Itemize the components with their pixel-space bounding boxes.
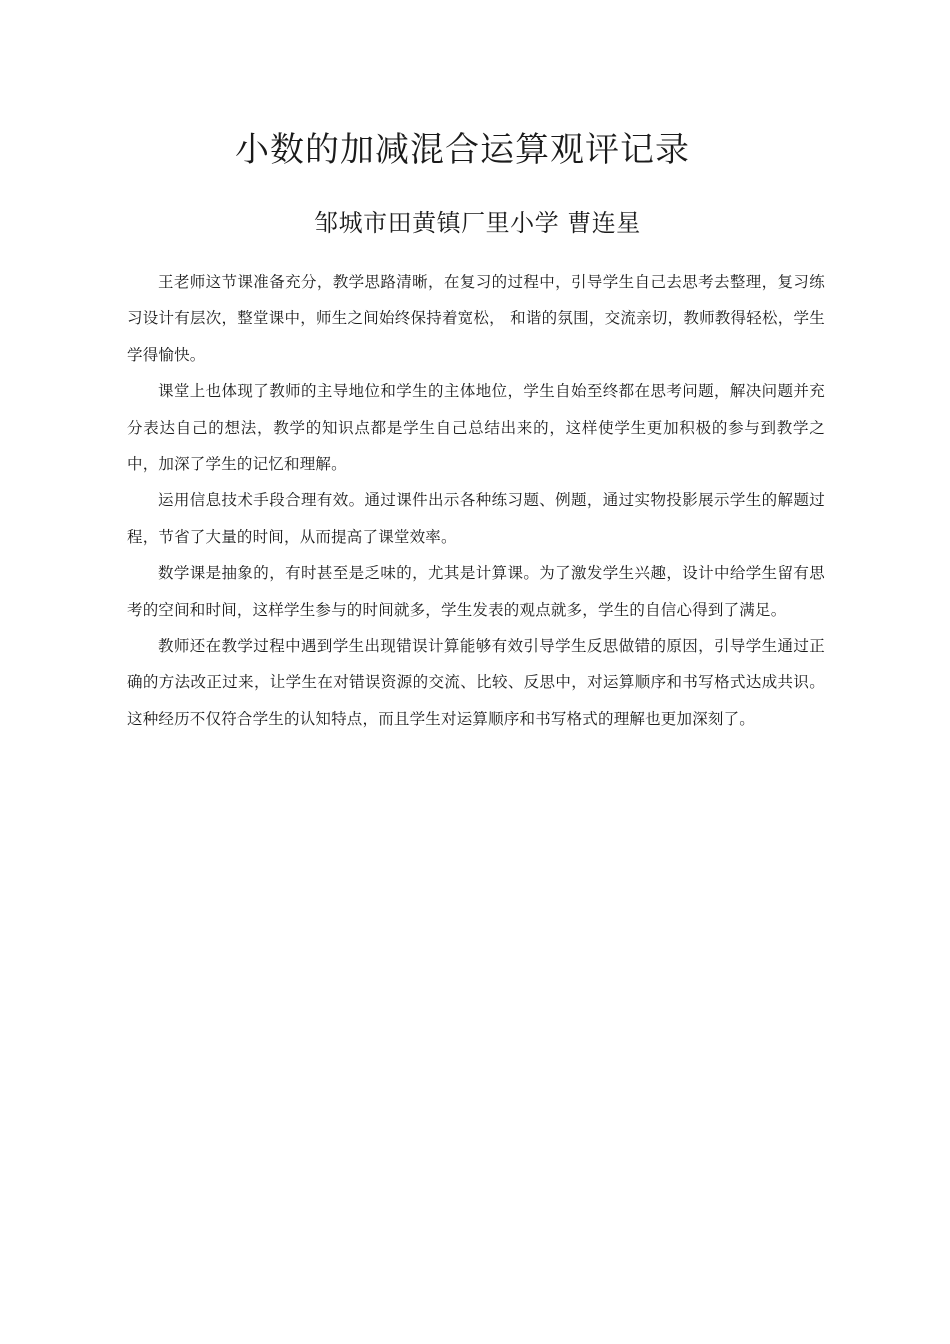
paragraph: 王老师这节课准备充分，教学思路清晰，在复习的过程中，引导学生自己去思考去整理，复习练习设计有层次，整堂课中，师生之间始终保持着宽松， 和谐的氛围，交流亲切，教师教得轻松，学生学得愉快。: [127, 273, 825, 364]
paragraph: 运用信息技术手段合理有效。通过课件出示各种练习题、例题，通过实物投影展示学生的解题过程，节省了大量的时间，从而提高了课堂效率。: [127, 491, 825, 546]
paragraph: 课堂上也体现了教师的主导地位和学生的主体地位，学生自始至终都在思考问题，解决问题并充分表达自己的想法，教学的知识点都是学生自己总结出来的，这样使学生更加积极的参与到教学之中，加深了学生的记忆和理解。: [127, 382, 825, 474]
document-title: 小数的加减混合运算观评记录: [235, 130, 690, 170]
document-body: [127, 264, 825, 737]
document-author: 邹城市田黄镇厂里小学 曹连星: [314, 209, 641, 237]
paragraph: 教师还在教学过程中遇到学生出现错误计算能够有效引导学生反思做错的原因，引导学生通过正确的方法改正过来，让学生在对错误资源的交流、比较、反思中，对运算顺序和书写格式达成共识。这种经历不仅符合学生的认知特点，而且学生对运算顺序和书写格式的理解也更加深刻了。: [127, 637, 825, 728]
paragraph: 数学课是抽象的，有时甚至是乏味的，尤其是计算课。为了激发学生兴趣，设计中给学生留有思考的空间和时间，这样学生参与的时间就多，学生发表的观点就多，学生的自信心得到了满足。: [127, 564, 825, 619]
